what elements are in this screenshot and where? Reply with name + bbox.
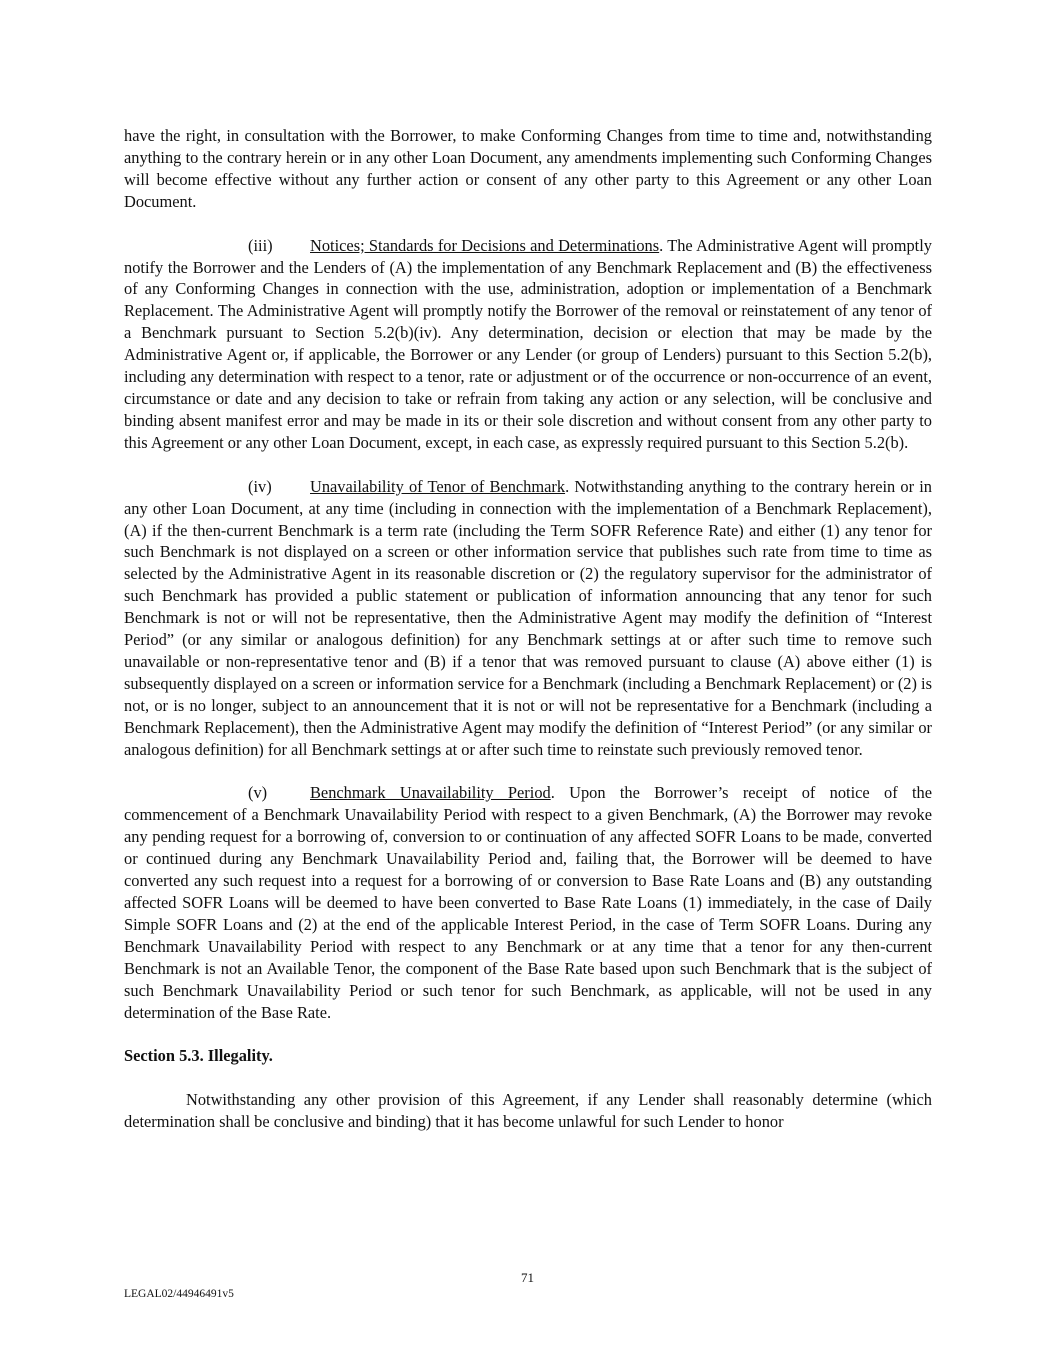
- section-heading-illegality: Section 5.3. Illegality.: [124, 1046, 273, 1066]
- clause-body: . Notwithstanding anything to the contrary herein or in any other Loan Document, at any time (including in connection with the implementation of a Benchmark Replacement), (A) if the then-current Benchmark is a term rate (including the Term SOFR Reference Rate) and either (1) any tenor for such Benchmark is not displayed on a screen or other information service that publishes such rate from time to time as selected by the Administrative Agent in its reasonable discretion or (2) the regulatory supervisor for the administrator of such Benchmark has provided a public statement or publication of information announcing that any tenor for such Benchmark is not or will not be representative, then the Administrative Agent may modify the definition of “Interest Period” (or any similar or analogous definition) for any Benchmark settings at or after such time to remove such unavailable or non-representative tenor and (B) if a tenor that was removed pursuant to clause (A) above either (1) is subsequently displayed on a screen or information service for a Benchmark (including a Benchmark Replacement) or (2) is not, or is no longer, subject to an announcement that it is not or will not be representative for a Benchmark (including a Benchmark Replacement), then the Administrative Agent may modify the definition of “Interest Period” (or any similar or analogous definition) for all Benchmark settings at or after such time to reinstate such previously removed tenor.: [124, 476, 932, 759]
- document-body: [124, 125, 932, 1155]
- clause-heading: Notices; Standards for Decisions and Determinations: [310, 235, 660, 255]
- paragraph-conforming-changes: have the right, in consultation with the Borrower, to make Conforming Changes from time to time and, notwithstanding anything to the contrary herein or in any other Loan Document, any amendments implementing such Conforming Changes will become effective without any further action or consent of any other party to this Agreement or any other Loan Document.: [124, 126, 932, 211]
- paragraph-notices-standards: [124, 235, 932, 454]
- clause-body: . Upon the Borrower’s receipt of notice of the commencement of a Benchmark Unavailability Period with respect to a given Benchmark, (A) the Borrower may revoke any pending request for a borrowing of, conversion to or continuation of any affected SOFR Loans to be made, converted or continued during any Benchmark Unavailability Period and, failing that, the Borrower will be deemed to have converted any such request into a request for a borrowing of or conversion to Base Rate Loans and (B) any outstanding affected SOFR Loans will be deemed to have been converted to Base Rate Loans (1) immediately, in the case of Daily Simple SOFR Loans and (2) at the end of the applicable Interest Period, in the case of Term SOFR Loans. During any Benchmark Unavailability Period with respect to any Benchmark or at any time that a tenor for any then-current Benchmark is not an Available Tenor, the component of the Base Rate based upon such Benchmark that is the subject of such Benchmark Unavailability Period or such tenor for such Benchmark, as applicable, will not be used in any determination of the Base Rate.: [124, 783, 932, 1022]
- document-id: LEGAL02/44946491v5: [124, 1288, 234, 1300]
- clause-heading: Unavailability of Tenor of Benchmark: [310, 476, 566, 496]
- page-number: 71: [521, 1270, 534, 1285]
- clause-number: (v): [248, 783, 268, 803]
- clause-body: . The Administrative Agent will promptly notify the Borrower and the Lenders of (A) the implementation of any Benchmark Replacement and (B) the effectiveness of any Conforming Changes in connection with the use, administration, adoption or implementation of a Benchmark Replacement. The Administrative Agent will promptly notify the Borrower of the removal or reinstatement of any tenor of a Benchmark pursuant to Section 5.2(b)(iv). Any determination, decision or election that may be made by the Administrative Agent or, if applicable, the Borrower or any Lender (or group of Lenders) pursuant to this Section 5.2(b), including any determination with respect to a tenor, rate or adjustment or of the occurrence or non-occurrence of an event, circumstance or date and any decision to take or refrain from taking any action or any selection, will be conclusive and binding absent manifest error and may be made in its or their sole discretion and without consent from any other party to this Agreement or any other Loan Document, except, in each case, as expressly required pursuant to this Section 5.2(b).: [124, 235, 932, 452]
- clause-number: (iv): [248, 476, 272, 496]
- clause-number: (iii): [248, 235, 273, 255]
- paragraph-benchmark-unavailability-period: [124, 782, 932, 1023]
- paragraph-unavailability-tenor: [124, 476, 932, 761]
- clause-heading: Benchmark Unavailability Period: [310, 783, 551, 803]
- paragraph-illegality: Notwithstanding any other provision of this Agreement, if any Lender shall reasonably determine (which determination shall be conclusive and binding) that it has become unlawful for such Lender to honor: [124, 1090, 932, 1132]
